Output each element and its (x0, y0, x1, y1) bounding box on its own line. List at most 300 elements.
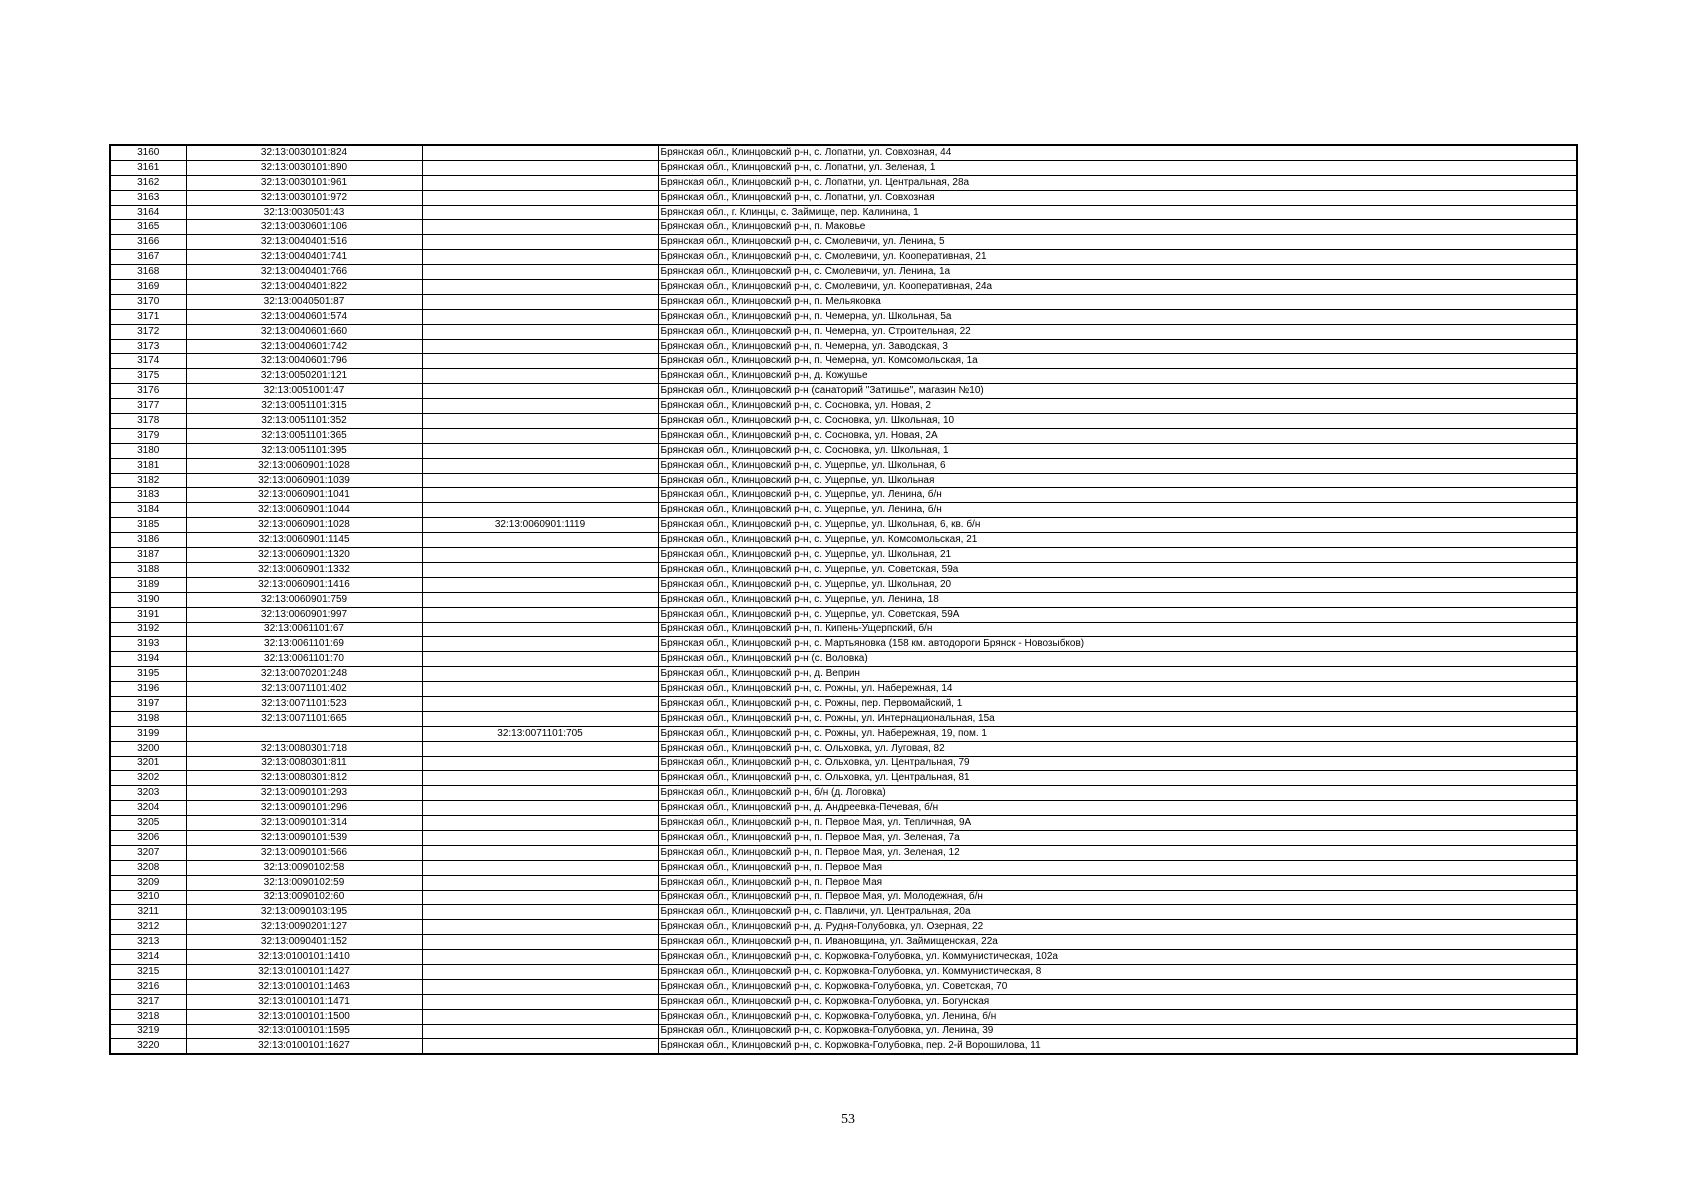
address-cell: Брянская обл., Клинцовский р-н, с. Ольховка, ул. Центральная, 79 (658, 756, 1577, 771)
address-cell: Брянская обл., Клинцовский р-н, п. Маковье (658, 220, 1577, 235)
address-cell: Брянская обл., Клинцовский р-н, с. Смолевичи, ул. Кооперативная, 24а (658, 280, 1577, 295)
cadastral-number-cell: 32:13:0090201:127 (186, 920, 422, 935)
address-cell: Брянская обл., Клинцовский р-н, с. Ущерпье, ул. Ленина, 18 (658, 592, 1577, 607)
table-row (110, 771, 1577, 786)
related-cadastral-number-cell (422, 875, 658, 890)
row-number-cell: 3196 (110, 682, 186, 697)
address-cell: Брянская обл., Клинцовский р-н, с. Сосновка, ул. Новая, 2 (658, 399, 1577, 414)
related-cadastral-number-cell (422, 369, 658, 384)
address-cell: Брянская обл., Клинцовский р-н, п. Чемерна, ул. Заводская, 3 (658, 339, 1577, 354)
address-cell: Брянская обл., г. Клинцы, с. Займище, пер. Калинина, 1 (658, 205, 1577, 220)
related-cadastral-number-cell (422, 994, 658, 1009)
table-row (110, 354, 1577, 369)
cadastral-number-cell: 32:13:0071101:665 (186, 711, 422, 726)
address-cell: Брянская обл., Клинцовский р-н, п. Ивановщина, ул. Займищенская, 22а (658, 935, 1577, 950)
address-cell: Брянская обл., Клинцовский р-н, с. Сосновка, ул. Школьная, 10 (658, 414, 1577, 429)
related-cadastral-number-cell (422, 265, 658, 280)
related-cadastral-number-cell (422, 741, 658, 756)
address-cell: Брянская обл., Клинцовский р-н, д. Андреевка-Печевая, б/н (658, 801, 1577, 816)
address-cell: Брянская обл., Клинцовский р-н, с. Лопатни, ул. Совхозная, 44 (658, 145, 1577, 160)
address-cell: Брянская обл., Клинцовский р-н, с. Мартьяновка (158 км. автодороги Брянск - Новозыбков) (658, 637, 1577, 652)
table-row (110, 979, 1577, 994)
row-number-cell: 3192 (110, 622, 186, 637)
row-number-cell: 3211 (110, 905, 186, 920)
cadastral-number-cell: 32:13:0060901:1041 (186, 488, 422, 503)
table-row (110, 935, 1577, 950)
table-row (110, 414, 1577, 429)
cadastral-number-cell: 32:13:0040501:87 (186, 294, 422, 309)
row-number-cell: 3167 (110, 250, 186, 265)
related-cadastral-number-cell (422, 682, 658, 697)
row-number-cell: 3215 (110, 964, 186, 979)
table-row (110, 592, 1577, 607)
related-cadastral-number-cell (422, 756, 658, 771)
row-number-cell: 3174 (110, 354, 186, 369)
address-cell: Брянская обл., Клинцовский р-н, с. Коржовка-Голубовка, ул. Советская, 70 (658, 979, 1577, 994)
table-row (110, 265, 1577, 280)
property-registry-table (109, 144, 1578, 1055)
related-cadastral-number-cell (422, 414, 658, 429)
related-cadastral-number-cell (422, 1009, 658, 1024)
table-row (110, 280, 1577, 295)
cadastral-number-cell: 32:13:0100101:1500 (186, 1009, 422, 1024)
cadastral-number-cell: 32:13:0040401:822 (186, 280, 422, 295)
table-row (110, 458, 1577, 473)
related-cadastral-number-cell (422, 443, 658, 458)
cadastral-number-cell: 32:13:0061101:69 (186, 637, 422, 652)
table-row (110, 384, 1577, 399)
cadastral-number-cell: 32:13:0090102:58 (186, 860, 422, 875)
row-number-cell: 3181 (110, 458, 186, 473)
cadastral-number-cell: 32:13:0080301:811 (186, 756, 422, 771)
cadastral-number-cell: 32:13:0030601:106 (186, 220, 422, 235)
address-cell: Брянская обл., Клинцовский р-н, с. Сосновка, ул. Школьная, 1 (658, 443, 1577, 458)
row-number-cell: 3206 (110, 830, 186, 845)
address-cell: Брянская обл., Клинцовский р-н, п. Первое Мая, ул. Зеленая, 7а (658, 830, 1577, 845)
cadastral-number-cell: 32:13:0090101:293 (186, 786, 422, 801)
table-row (110, 905, 1577, 920)
table-row (110, 1024, 1577, 1039)
address-cell: Брянская обл., Клинцовский р-н, п. Чемерна, ул. Комсомольская, 1а (658, 354, 1577, 369)
related-cadastral-number-cell (422, 294, 658, 309)
cadastral-number-cell (186, 726, 422, 741)
address-cell: Брянская обл., Клинцовский р-н, п. Первое Мая, ул. Тепличная, 9А (658, 816, 1577, 831)
address-cell: Брянская обл., Клинцовский р-н, с. Рожны, ул. Набережная, 14 (658, 682, 1577, 697)
row-number-cell: 3175 (110, 369, 186, 384)
row-number-cell: 3166 (110, 235, 186, 250)
cadastral-number-cell: 32:13:0040401:516 (186, 235, 422, 250)
address-cell: Брянская обл., Клинцовский р-н, с. Ущерпье, ул. Школьная, 21 (658, 548, 1577, 563)
related-cadastral-number-cell (422, 1024, 658, 1039)
address-cell: Брянская обл., Клинцовский р-н, с. Смолевичи, ул. Ленина, 1а (658, 265, 1577, 280)
related-cadastral-number-cell (422, 324, 658, 339)
row-number-cell: 3202 (110, 771, 186, 786)
row-number-cell: 3179 (110, 428, 186, 443)
row-number-cell: 3162 (110, 175, 186, 190)
table-row (110, 205, 1577, 220)
address-cell: Брянская обл., Клинцовский р-н, с. Ущерпье, ул. Советская, 59А (658, 607, 1577, 622)
row-number-cell: 3170 (110, 294, 186, 309)
address-cell: Брянская обл., Клинцовский р-н, п. Мельяковка (658, 294, 1577, 309)
address-cell: Брянская обл., Клинцовский р-н, п. Кипень-Ущерпский, б/н (658, 622, 1577, 637)
cadastral-number-cell: 32:13:0070201:248 (186, 667, 422, 682)
table-row (110, 488, 1577, 503)
cadastral-number-cell: 32:13:0100101:1627 (186, 1039, 422, 1054)
cadastral-number-cell: 32:13:0100101:1463 (186, 979, 422, 994)
row-number-cell: 3178 (110, 414, 186, 429)
row-number-cell: 3171 (110, 309, 186, 324)
row-number-cell: 3210 (110, 890, 186, 905)
page-number: 53 (841, 1112, 855, 1127)
cadastral-number-cell: 32:13:0090401:152 (186, 935, 422, 950)
address-cell: Брянская обл., Клинцовский р-н, с. Лопатни, ул. Зеленая, 1 (658, 160, 1577, 175)
related-cadastral-number-cell (422, 979, 658, 994)
related-cadastral-number-cell (422, 160, 658, 175)
table-row (110, 920, 1577, 935)
related-cadastral-number-cell (422, 250, 658, 265)
row-number-cell: 3172 (110, 324, 186, 339)
row-number-cell: 3165 (110, 220, 186, 235)
row-number-cell: 3209 (110, 875, 186, 890)
cadastral-number-cell: 32:13:0040401:766 (186, 265, 422, 280)
related-cadastral-number-cell (422, 309, 658, 324)
related-cadastral-number-cell (422, 384, 658, 399)
table-row (110, 607, 1577, 622)
row-number-cell: 3216 (110, 979, 186, 994)
cadastral-number-cell: 32:13:0090101:539 (186, 830, 422, 845)
related-cadastral-number-cell (422, 801, 658, 816)
address-cell: Брянская обл., Клинцовский р-н, с. Ущерпье, ул. Ленина, б/н (658, 503, 1577, 518)
related-cadastral-number-cell (422, 964, 658, 979)
row-number-cell: 3160 (110, 145, 186, 160)
related-cadastral-number-cell (422, 235, 658, 250)
address-cell: Брянская обл., Клинцовский р-н, с. Лопатни, ул. Совхозная (658, 190, 1577, 205)
table-row (110, 682, 1577, 697)
row-number-cell: 3220 (110, 1039, 186, 1054)
table-row (110, 473, 1577, 488)
related-cadastral-number-cell (422, 637, 658, 652)
row-number-cell: 3182 (110, 473, 186, 488)
address-cell: Брянская обл., Клинцовский р-н, с. Коржовка-Голубовка, ул. Коммунистическая, 102а (658, 950, 1577, 965)
cadastral-number-cell: 32:13:0060901:1028 (186, 518, 422, 533)
address-cell: Брянская обл., Клинцовский р-н, с. Смолевичи, ул. Ленина, 5 (658, 235, 1577, 250)
row-number-cell: 3169 (110, 280, 186, 295)
row-number-cell: 3184 (110, 503, 186, 518)
table-row (110, 250, 1577, 265)
related-cadastral-number-cell (422, 711, 658, 726)
table-row (110, 652, 1577, 667)
row-number-cell: 3164 (110, 205, 186, 220)
related-cadastral-number-cell (422, 339, 658, 354)
table-row (110, 667, 1577, 682)
address-cell: Брянская обл., Клинцовский р-н, с. Ущерпье, ул. Советская, 59а (658, 562, 1577, 577)
row-number-cell: 3163 (110, 190, 186, 205)
table-row (110, 145, 1577, 160)
table-row (110, 533, 1577, 548)
row-number-cell: 3161 (110, 160, 186, 175)
related-cadastral-number-cell (422, 935, 658, 950)
registry-table-body (110, 145, 1577, 1054)
address-cell: Брянская обл., Клинцовский р-н (санаторий "Затишье", магазин №10) (658, 384, 1577, 399)
cadastral-number-cell: 32:13:0060901:1320 (186, 548, 422, 563)
related-cadastral-number-cell (422, 354, 658, 369)
address-cell: Брянская обл., Клинцовский р-н, д. Кожушье (658, 369, 1577, 384)
cadastral-number-cell: 32:13:0100101:1595 (186, 1024, 422, 1039)
related-cadastral-number-cell (422, 473, 658, 488)
related-cadastral-number-cell: 32:13:0060901:1119 (422, 518, 658, 533)
related-cadastral-number-cell (422, 652, 658, 667)
cadastral-number-cell: 32:13:0060901:997 (186, 607, 422, 622)
cadastral-number-cell: 32:13:0061101:67 (186, 622, 422, 637)
address-cell: Брянская обл., Клинцовский р-н, с. Смолевичи, ул. Кооперативная, 21 (658, 250, 1577, 265)
table-row (110, 994, 1577, 1009)
row-number-cell: 3193 (110, 637, 186, 652)
address-cell: Брянская обл., Клинцовский р-н, п. Первое Мая, ул. Зеленая, 12 (658, 845, 1577, 860)
cadastral-number-cell: 32:13:0030101:890 (186, 160, 422, 175)
related-cadastral-number-cell (422, 503, 658, 518)
row-number-cell: 3208 (110, 860, 186, 875)
cadastral-number-cell: 32:13:0090103:195 (186, 905, 422, 920)
related-cadastral-number-cell (422, 562, 658, 577)
related-cadastral-number-cell: 32:13:0071101:705 (422, 726, 658, 741)
cadastral-number-cell: 32:13:0060901:1039 (186, 473, 422, 488)
row-number-cell: 3200 (110, 741, 186, 756)
cadastral-number-cell: 32:13:0090101:566 (186, 845, 422, 860)
related-cadastral-number-cell (422, 830, 658, 845)
table-row (110, 175, 1577, 190)
cadastral-number-cell: 32:13:0100101:1471 (186, 994, 422, 1009)
row-number-cell: 3207 (110, 845, 186, 860)
related-cadastral-number-cell (422, 592, 658, 607)
table-row (110, 562, 1577, 577)
table-row (110, 726, 1577, 741)
cadastral-number-cell: 32:13:0060901:1028 (186, 458, 422, 473)
row-number-cell: 3217 (110, 994, 186, 1009)
address-cell: Брянская обл., Клинцовский р-н, п. Первое Мая (658, 875, 1577, 890)
cadastral-number-cell: 32:13:0050201:121 (186, 369, 422, 384)
row-number-cell: 3197 (110, 696, 186, 711)
row-number-cell: 3212 (110, 920, 186, 935)
address-cell: Брянская обл., Клинцовский р-н, с. Рожны, ул. Интернациональная, 15а (658, 711, 1577, 726)
address-cell: Брянская обл., Клинцовский р-н, с. Коржовка-Голубовка, ул. Ленина, б/н (658, 1009, 1577, 1024)
related-cadastral-number-cell (422, 860, 658, 875)
row-number-cell: 3198 (110, 711, 186, 726)
cadastral-number-cell: 32:13:0060901:1416 (186, 577, 422, 592)
table-row (110, 577, 1577, 592)
row-number-cell: 3183 (110, 488, 186, 503)
table-row (110, 443, 1577, 458)
table-row (110, 890, 1577, 905)
cadastral-number-cell: 32:13:0051101:365 (186, 428, 422, 443)
cadastral-number-cell: 32:13:0090102:59 (186, 875, 422, 890)
table-row (110, 235, 1577, 250)
cadastral-number-cell: 32:13:0051101:352 (186, 414, 422, 429)
related-cadastral-number-cell (422, 280, 658, 295)
related-cadastral-number-cell (422, 905, 658, 920)
cadastral-number-cell: 32:13:0030501:43 (186, 205, 422, 220)
table-row (110, 503, 1577, 518)
table-row (110, 830, 1577, 845)
table-row (110, 428, 1577, 443)
table-row (110, 339, 1577, 354)
cadastral-number-cell: 32:13:0040401:741 (186, 250, 422, 265)
table-row (110, 637, 1577, 652)
address-cell: Брянская обл., Клинцовский р-н, п. Чемерна, ул. Школьная, 5а (658, 309, 1577, 324)
table-row (110, 711, 1577, 726)
related-cadastral-number-cell (422, 428, 658, 443)
related-cadastral-number-cell (422, 145, 658, 160)
cadastral-number-cell: 32:13:0080301:812 (186, 771, 422, 786)
table-row (110, 324, 1577, 339)
cadastral-number-cell: 32:13:0080301:718 (186, 741, 422, 756)
cadastral-number-cell: 32:13:0090101:296 (186, 801, 422, 816)
related-cadastral-number-cell (422, 622, 658, 637)
related-cadastral-number-cell (422, 950, 658, 965)
cadastral-number-cell: 32:13:0060901:1332 (186, 562, 422, 577)
address-cell: Брянская обл., Клинцовский р-н, с. Коржовка-Голубовка, ул. Богунская (658, 994, 1577, 1009)
cadastral-number-cell: 32:13:0060901:759 (186, 592, 422, 607)
cadastral-number-cell: 32:13:0100101:1410 (186, 950, 422, 965)
row-number-cell: 3176 (110, 384, 186, 399)
cadastral-number-cell: 32:13:0090102:60 (186, 890, 422, 905)
table-row (110, 875, 1577, 890)
row-number-cell: 3194 (110, 652, 186, 667)
related-cadastral-number-cell (422, 696, 658, 711)
address-cell: Брянская обл., Клинцовский р-н, с. Ольховка, ул. Центральная, 81 (658, 771, 1577, 786)
related-cadastral-number-cell (422, 786, 658, 801)
table-row (110, 801, 1577, 816)
row-number-cell: 3190 (110, 592, 186, 607)
address-cell: Брянская обл., Клинцовский р-н, с. Ущерпье, ул. Школьная, 20 (658, 577, 1577, 592)
table-row (110, 190, 1577, 205)
table-row (110, 160, 1577, 175)
row-number-cell: 3219 (110, 1024, 186, 1039)
address-cell: Брянская обл., Клинцовский р-н, с. Ольховка, ул. Луговая, 82 (658, 741, 1577, 756)
table-row (110, 220, 1577, 235)
cadastral-number-cell: 32:13:0060901:1145 (186, 533, 422, 548)
row-number-cell: 3173 (110, 339, 186, 354)
related-cadastral-number-cell (422, 175, 658, 190)
related-cadastral-number-cell (422, 771, 658, 786)
table-row (110, 845, 1577, 860)
table-row (110, 518, 1577, 533)
related-cadastral-number-cell (422, 458, 658, 473)
address-cell: Брянская обл., Клинцовский р-н, с. Ущерпье, ул. Школьная (658, 473, 1577, 488)
related-cadastral-number-cell (422, 667, 658, 682)
table-row (110, 622, 1577, 637)
row-number-cell: 3180 (110, 443, 186, 458)
address-cell: Брянская обл., Клинцовский р-н, с. Рожны, ул. Набережная, 19, пом. 1 (658, 726, 1577, 741)
address-cell: Брянская обл., Клинцовский р-н, д. Веприн (658, 667, 1577, 682)
cadastral-number-cell: 32:13:0040601:660 (186, 324, 422, 339)
related-cadastral-number-cell (422, 1039, 658, 1054)
related-cadastral-number-cell (422, 205, 658, 220)
address-cell: Брянская обл., Клинцовский р-н, п. Чемерна, ул. Строительная, 22 (658, 324, 1577, 339)
row-number-cell: 3188 (110, 562, 186, 577)
table-row (110, 786, 1577, 801)
related-cadastral-number-cell (422, 399, 658, 414)
table-row (110, 741, 1577, 756)
address-cell: Брянская обл., Клинцовский р-н, п. Первое Мая, ул. Молодежная, б/н (658, 890, 1577, 905)
address-cell: Брянская обл., Клинцовский р-н, б/н (д. Логовка) (658, 786, 1577, 801)
address-cell: Брянская обл., Клинцовский р-н, с. Коржовка-Голубовка, ул. Ленина, 39 (658, 1024, 1577, 1039)
row-number-cell: 3187 (110, 548, 186, 563)
cadastral-number-cell: 32:13:0040601:742 (186, 339, 422, 354)
cadastral-number-cell: 32:13:0030101:824 (186, 145, 422, 160)
cadastral-number-cell: 32:13:0030101:961 (186, 175, 422, 190)
cadastral-number-cell: 32:13:0100101:1427 (186, 964, 422, 979)
table-row (110, 294, 1577, 309)
address-cell: Брянская обл., Клинцовский р-н, д. Рудня-Голубовка, ул. Озерная, 22 (658, 920, 1577, 935)
address-cell: Брянская обл., Клинцовский р-н, с. Ущерпье, ул. Комсомольская, 21 (658, 533, 1577, 548)
cadastral-number-cell: 32:13:0071101:523 (186, 696, 422, 711)
address-cell: Брянская обл., Клинцовский р-н, п. Первое Мая (658, 860, 1577, 875)
table-row (110, 860, 1577, 875)
row-number-cell: 3168 (110, 265, 186, 280)
row-number-cell: 3199 (110, 726, 186, 741)
address-cell: Брянская обл., Клинцовский р-н, с. Лопатни, ул. Центральная, 28а (658, 175, 1577, 190)
address-cell: Брянская обл., Клинцовский р-н, с. Коржовка-Голубовка, ул. Коммунистическая, 8 (658, 964, 1577, 979)
table-row (110, 1009, 1577, 1024)
row-number-cell: 3177 (110, 399, 186, 414)
row-number-cell: 3185 (110, 518, 186, 533)
related-cadastral-number-cell (422, 533, 658, 548)
related-cadastral-number-cell (422, 220, 658, 235)
related-cadastral-number-cell (422, 607, 658, 622)
address-cell: Брянская обл., Клинцовский р-н, с. Сосновка, ул. Новая, 2А (658, 428, 1577, 443)
cadastral-number-cell: 32:13:0090101:314 (186, 816, 422, 831)
address-cell: Брянская обл., Клинцовский р-н (с. Воловка) (658, 652, 1577, 667)
table-row (110, 1039, 1577, 1054)
row-number-cell: 3191 (110, 607, 186, 622)
table-row (110, 696, 1577, 711)
table-row (110, 369, 1577, 384)
cadastral-number-cell: 32:13:0051001:47 (186, 384, 422, 399)
table-row (110, 950, 1577, 965)
address-cell: Брянская обл., Клинцовский р-н, с. Ущерпье, ул. Школьная, 6, кв. б/н (658, 518, 1577, 533)
cadastral-number-cell: 32:13:0071101:402 (186, 682, 422, 697)
cadastral-number-cell: 32:13:0051101:315 (186, 399, 422, 414)
row-number-cell: 3189 (110, 577, 186, 592)
cadastral-number-cell: 32:13:0030101:972 (186, 190, 422, 205)
related-cadastral-number-cell (422, 190, 658, 205)
table-row (110, 964, 1577, 979)
row-number-cell: 3186 (110, 533, 186, 548)
address-cell: Брянская обл., Клинцовский р-н, с. Коржовка-Голубовка, пер. 2-й Ворошилова, 11 (658, 1039, 1577, 1054)
related-cadastral-number-cell (422, 548, 658, 563)
table-row (110, 399, 1577, 414)
row-number-cell: 3201 (110, 756, 186, 771)
related-cadastral-number-cell (422, 816, 658, 831)
row-number-cell: 3213 (110, 935, 186, 950)
related-cadastral-number-cell (422, 488, 658, 503)
row-number-cell: 3205 (110, 816, 186, 831)
cadastral-number-cell: 32:13:0040601:796 (186, 354, 422, 369)
table-row (110, 309, 1577, 324)
row-number-cell: 3218 (110, 1009, 186, 1024)
cadastral-number-cell: 32:13:0040601:574 (186, 309, 422, 324)
related-cadastral-number-cell (422, 577, 658, 592)
table-row (110, 548, 1577, 563)
related-cadastral-number-cell (422, 845, 658, 860)
cadastral-number-cell: 32:13:0051101:395 (186, 443, 422, 458)
address-cell: Брянская обл., Клинцовский р-н, с. Ущерпье, ул. Ленина, б/н (658, 488, 1577, 503)
table-row (110, 756, 1577, 771)
row-number-cell: 3195 (110, 667, 186, 682)
row-number-cell: 3204 (110, 801, 186, 816)
address-cell: Брянская обл., Клинцовский р-н, с. Рожны, пер. Первомайский, 1 (658, 696, 1577, 711)
table-row (110, 816, 1577, 831)
